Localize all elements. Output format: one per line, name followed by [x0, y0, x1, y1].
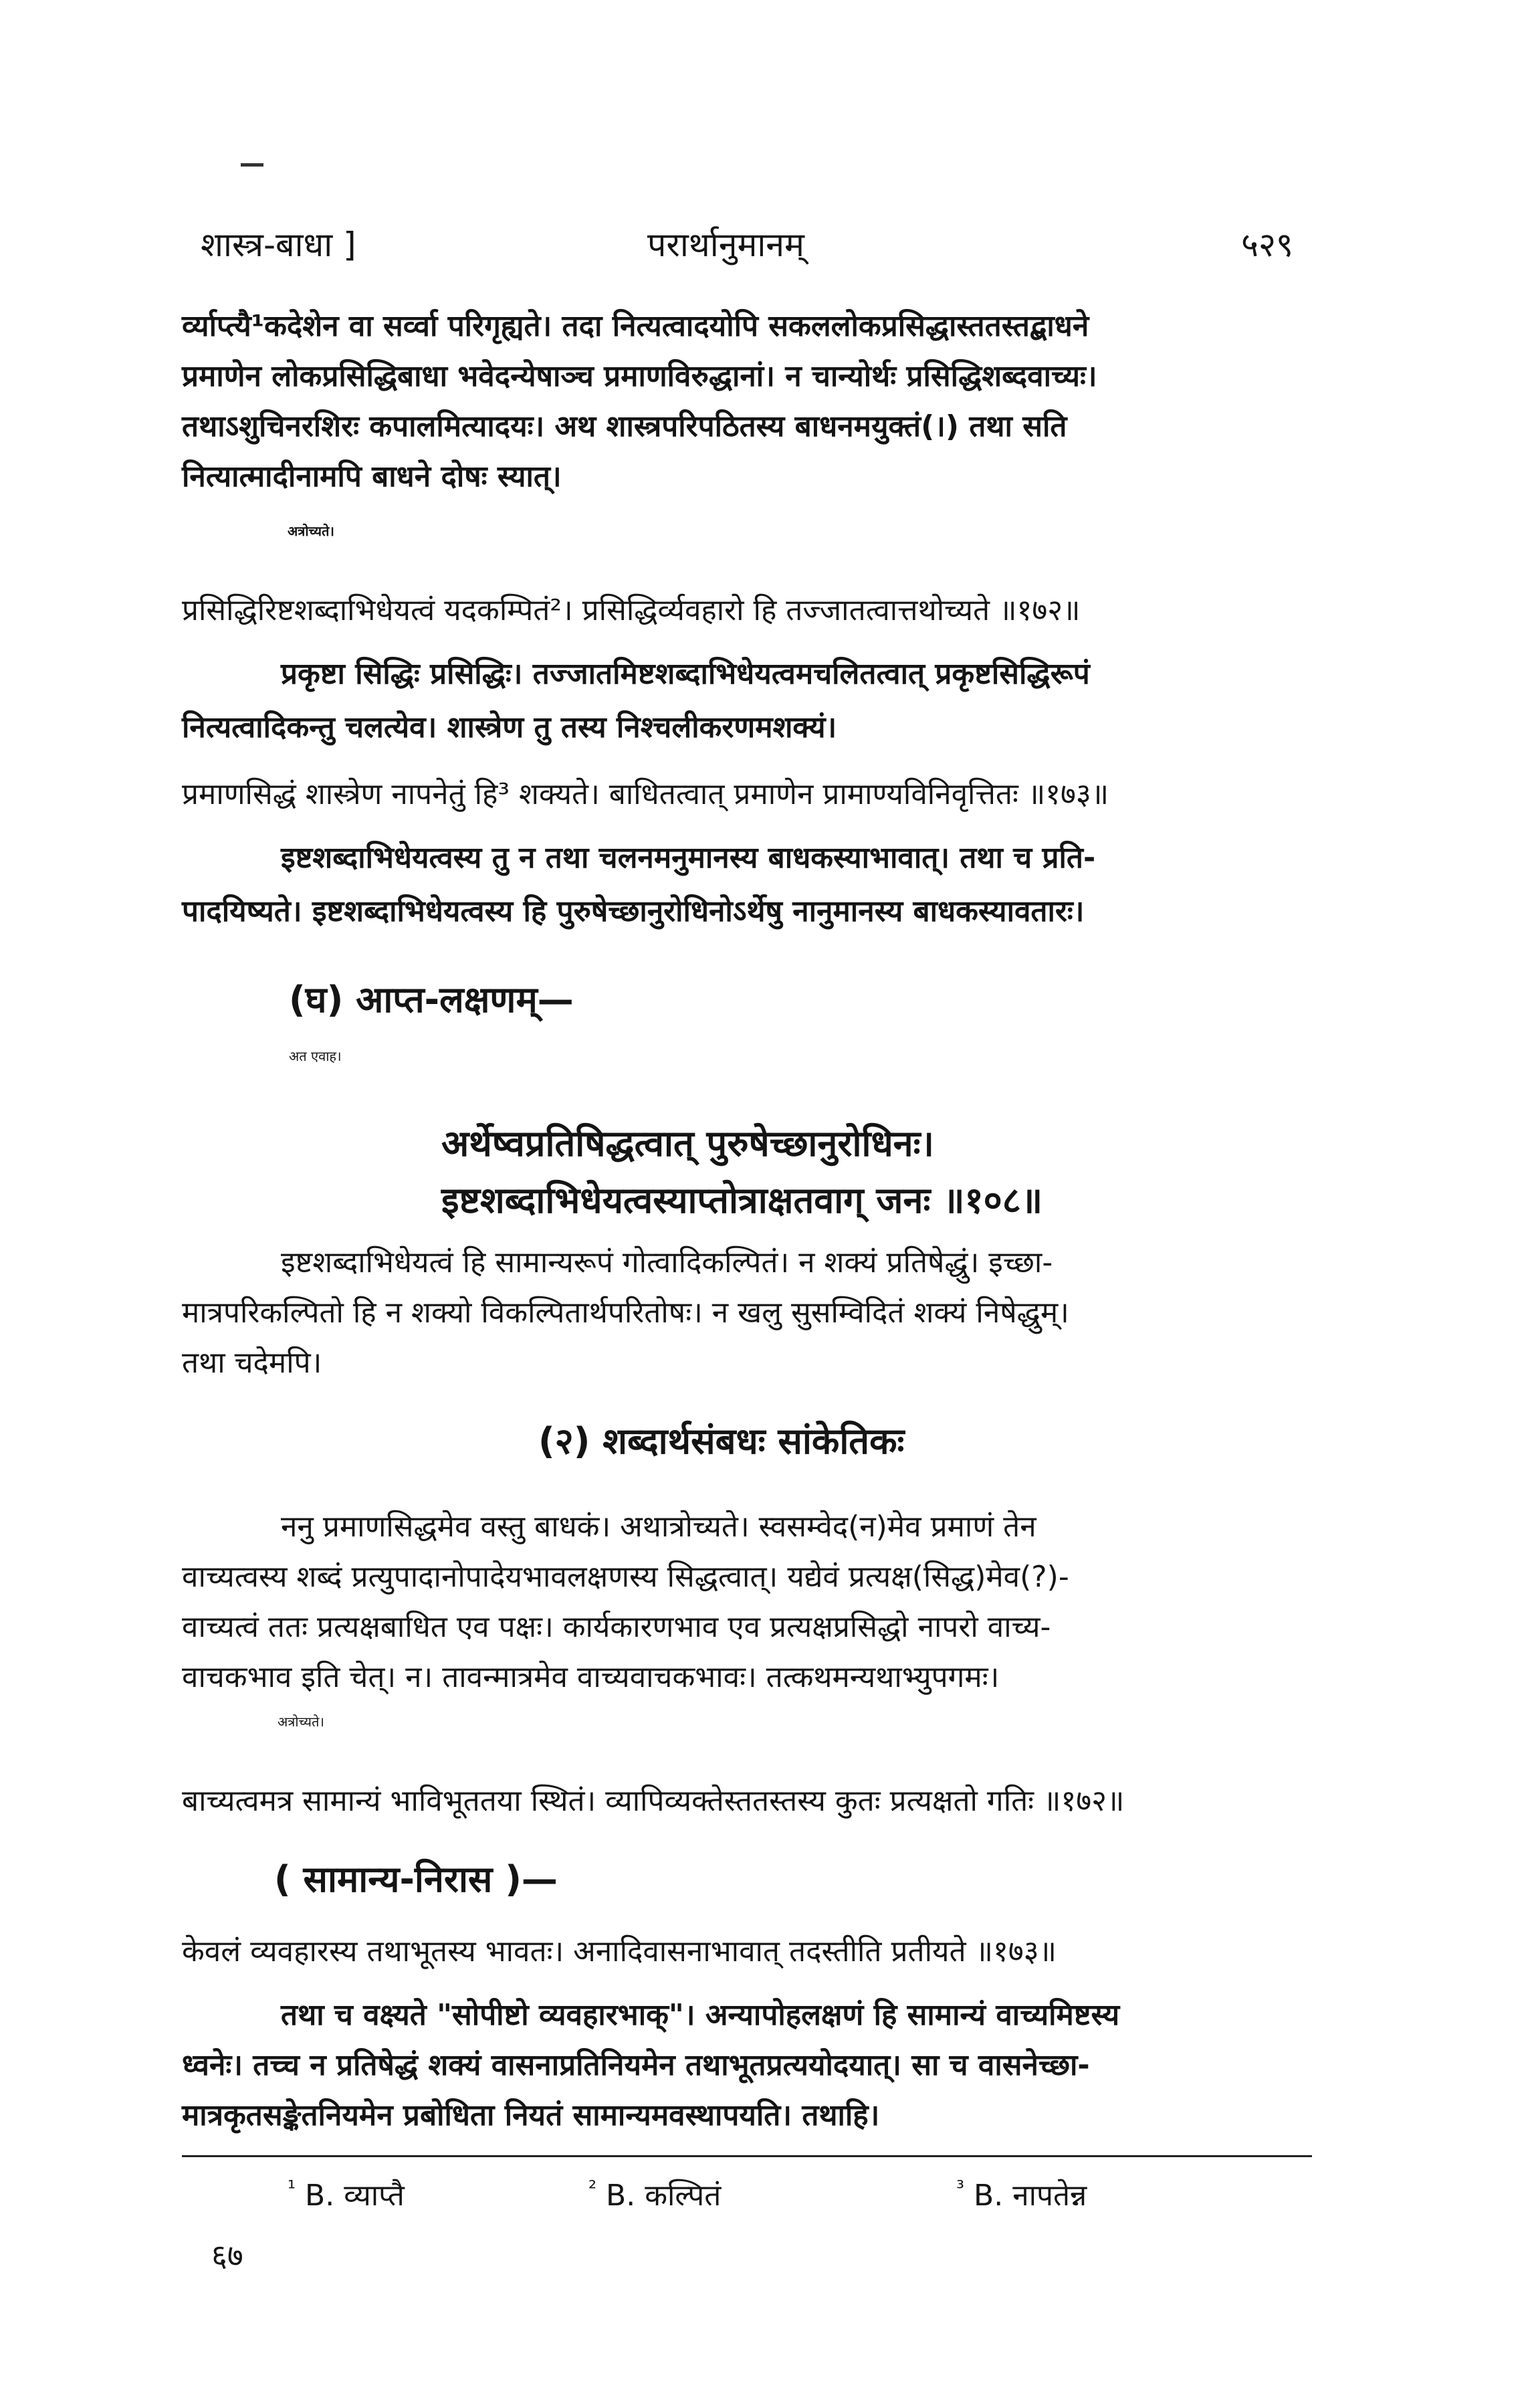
section-heading-sambandha: (२) शब्दार्थसंबधः सांकेतिकः	[538, 1420, 905, 1462]
text-line: वाच्यत्वं ततः प्रत्यक्षबाधित एव पक्षः। कार्यकारणभाव एव प्रत्यक्षप्रसिद्धो नापरो वाच्य-	[182, 1610, 1051, 1644]
footnote-mark: ²	[588, 2177, 597, 2201]
atrochyate: अत्रोच्यते।	[278, 1714, 324, 1730]
verse-172a: प्रसिद्धिरिष्टशब्दाभिधेयत्वं यदकम्पितं²। प्रसिद्धिर्व्यवहारो हि तज्जातत्वात्तथोच्यते ॥१७२॥	[182, 593, 1081, 627]
footnote-text: B. कल्पितं	[606, 2179, 722, 2213]
footnote-text: B. व्याप्तै	[305, 2179, 405, 2213]
footnote-text: B. नापतेन्न	[974, 2179, 1087, 2213]
text-line: ध्वनेः। तच्च न प्रतिषेद्धं शक्यं वासनाप्रतिनियमेन तथाभूतप्रत्ययोदयात्। सा च वासनेच्छा-	[182, 2048, 1090, 2082]
text-line: नित्यात्मादीनामपि बाधने दोषः स्यात्।	[182, 460, 562, 494]
verse-108-line1: अर्थेष्वप्रतिषिद्धत्वात् पुरुषेच्छानुरोधिनः।	[441, 1122, 934, 1165]
text-line: मात्रकृतसङ्केतनियमेन प्रबोधिता नियतं सामान्यमवस्थापयति। तथाहि।	[182, 2098, 880, 2132]
verse-172b: बाच्यत्वमत्र सामान्यं भाविभूततया स्थितं। व्यापिव्यक्तेस्ततस्तस्य कुतः प्रत्यक्षतो गतिः ॥१७२॥	[182, 1784, 1125, 1818]
header-page-number: ५२९	[1241, 225, 1293, 264]
section-heading-samanya: ( सामान्य-निरास )—	[274, 1858, 558, 1900]
text-line: प्रकृष्टा सिद्धिः प्रसिद्धिः। तज्जातमिष्टशब्दाभिधेयत्वमचलितत्वात् प्रकृष्टसिद्धिरूपं	[281, 657, 1090, 691]
footnote-rule	[182, 2155, 1312, 2157]
header-section: शास्त्र-बाधा ]	[201, 225, 356, 264]
text-line: अत एवाह।	[289, 1048, 342, 1064]
header-title: परार्थानुमानम्	[647, 225, 804, 264]
atrochyate: अत्रोच्यते।	[288, 523, 334, 539]
verse-108-line2: इष्टशब्दाभिधेयत्वस्याप्तोत्राक्षतवाग् जनः ॥१०८॥	[441, 1179, 1043, 1221]
text-line: नित्यत्वादिकन्तु चलत्येव। शास्त्रेण तु तस्य निश्चलीकरणमशक्यं।	[182, 710, 837, 744]
text-line: इष्टशब्दाभिधेयत्वस्य तु न तथा चलनमनुमानस्य बाधकस्याभावात्। तथा च प्रति-	[281, 841, 1096, 875]
text-line: इष्टशब्दाभिधेयत्वं हि सामान्यरूपं गोत्वादिकल्पितं। न शक्यं प्रतिषेद्धुं। इच्छा-	[281, 1245, 1053, 1280]
text-line: ननु प्रमाणसिद्धमेव वस्तु बाधकं। अथात्रोच्यते। स्वसम्वेद(न)मेव प्रमाणं तेन	[281, 1510, 1036, 1544]
text-line: तथाऽशुचिनरशिरः कपालमित्यादयः। अथ शास्त्रपरिपठितस्य बाधनमयुक्तं(।) तथा सति	[182, 409, 1067, 443]
text-line: मात्रपरिकल्पितो हि न शक्यो विकल्पितार्थपरितोषः। न खलु सुसम्विदितं शक्यं निषेद्धुम्।	[182, 1296, 1069, 1330]
section-heading-apta: (घ) आप्त-लक्षणम्—	[289, 979, 574, 1021]
text-line: र्व्याप्त्यै¹कदेशेन वा सर्व्वा परिगृह्यते। तदा नित्यत्वादयोपि सकललोकप्रसिद्धास्ततस्तद्बाधने	[182, 309, 1089, 343]
footnote-mark: ¹	[288, 2177, 296, 2201]
text-line: तथा च वक्ष्यते "सोपीष्टो व्यवहारभाक्"। अन्यापोहलक्षणं हि सामान्यं वाच्यमिष्टस्य	[281, 1998, 1120, 2032]
footnote-2	[588, 2174, 721, 2214]
text-line: पादयिष्यते। इष्टशब्दाभिधेयत्वस्य हि पुरुषेच्छानुरोधिनोऽर्थेषु नानुमानस्य बाधकस्यावतारः।	[182, 894, 1085, 928]
verse-173a: प्रमाणसिद्धं शास्त्रेण नापनेतुं हि³ शक्यते। बाधितत्वात् प्रमाणेन प्रामाण्यविनिवृत्तितः ॥१७३॥	[182, 777, 1109, 811]
text-line: प्रमाणेन लोकप्रसिद्धिबाधा भवेदन्येषाञ्च प्रमाणविरुद्धानां। न चान्योर्थः प्रसिद्धिशब्दवाच्यः।	[182, 359, 1097, 393]
text-line: तथा चदेमपि।	[182, 1346, 322, 1380]
top-rule-mark	[241, 163, 263, 167]
footnote-mark: ³	[956, 2177, 965, 2201]
text-line: वाच्यत्वस्य शब्दं प्रत्युपादानोपादेयभावलक्षणस्य सिद्धत्वात्। यद्येवं प्रत्यक्ष(सिद्ध)मेव(?)-	[182, 1560, 1069, 1594]
footnote-1	[288, 2174, 405, 2214]
verse-173b: केवलं व्यवहारस्य तथाभूतस्य भावतः। अनादिवासनाभावात् तदस्तीति प्रतीयते ॥१७३॥	[182, 1934, 1057, 1969]
bottom-page-number: ६७	[211, 2237, 243, 2274]
text-line: वाचकभाव इति चेत्। न। तावन्मात्रमेव वाच्यवाचकभावः। तत्कथमन्यथाभ्युपगमः।	[182, 1660, 1000, 1694]
footnote-3	[956, 2174, 1087, 2214]
